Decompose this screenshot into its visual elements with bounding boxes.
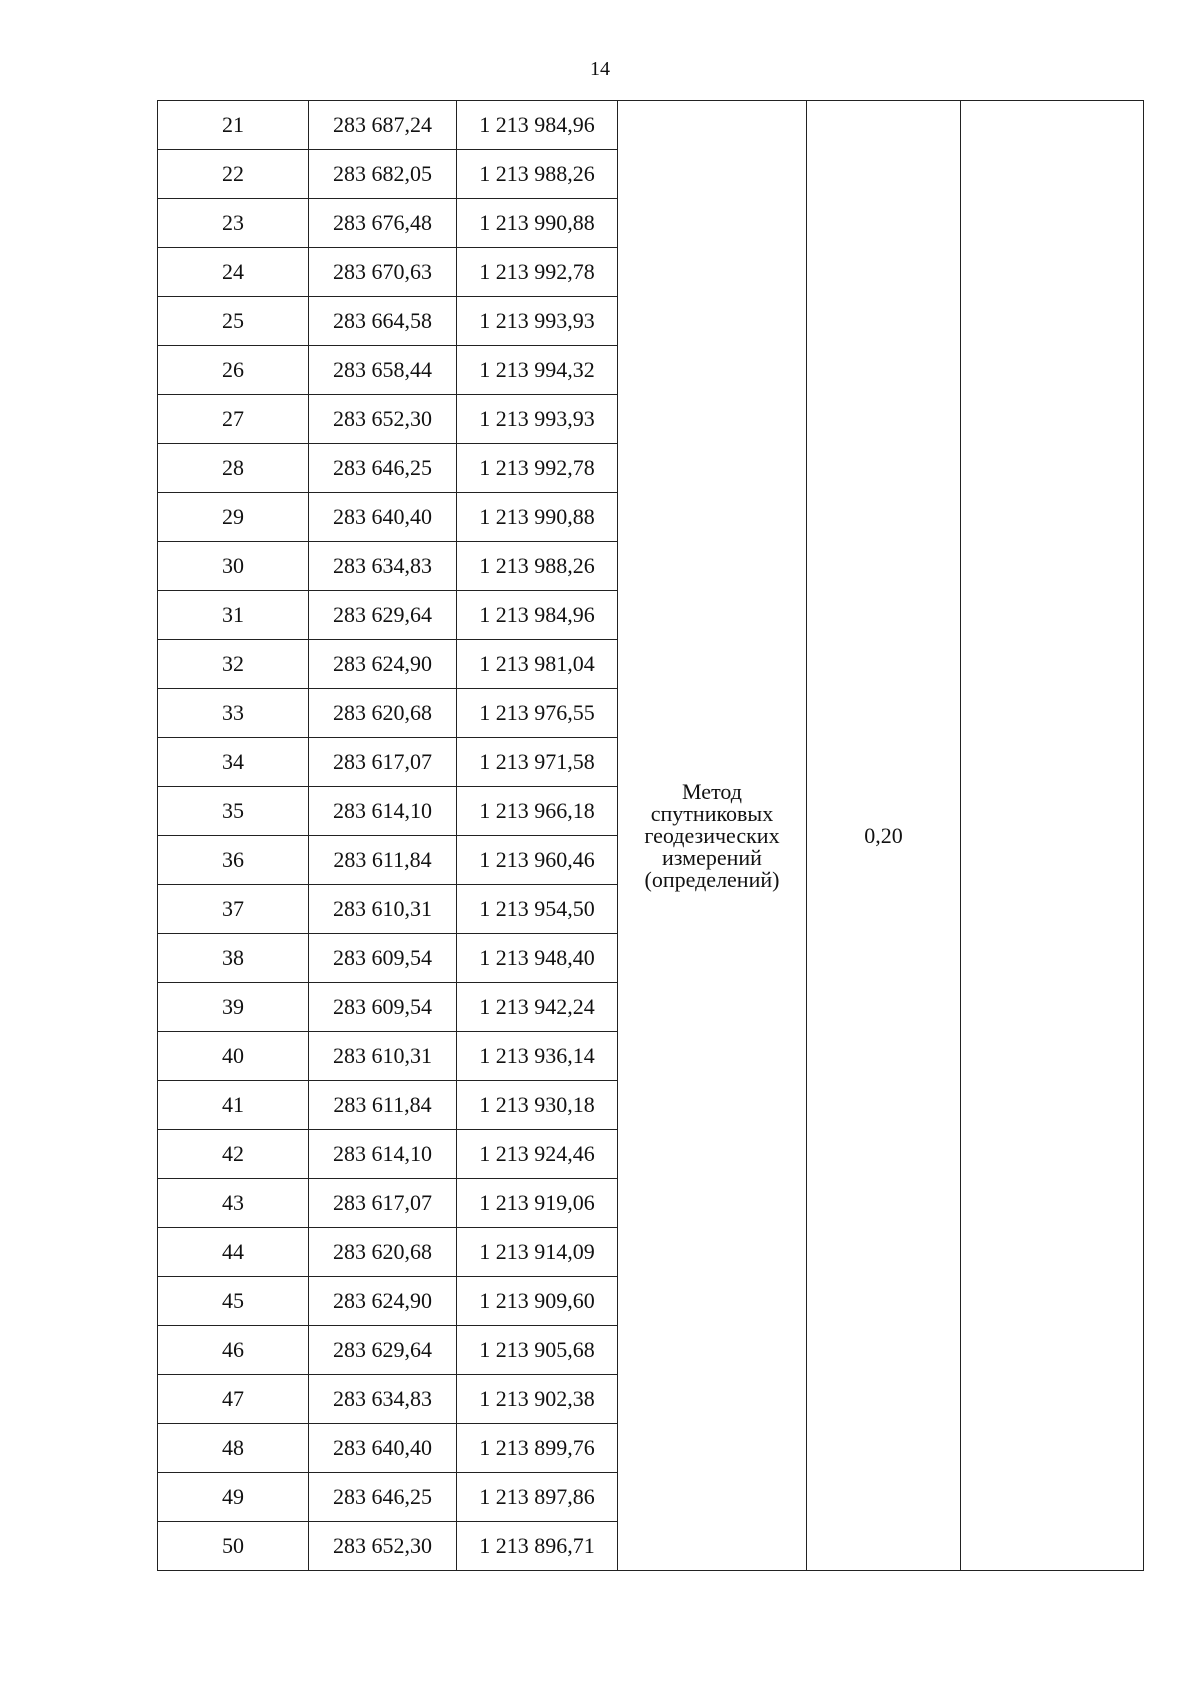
x-coordinate-cell: 283 611,84	[309, 836, 457, 885]
point-number-cell: 40	[158, 1032, 309, 1081]
point-number-cell: 35	[158, 787, 309, 836]
x-coordinate-cell: 283 634,83	[309, 1375, 457, 1424]
point-number-cell: 41	[158, 1081, 309, 1130]
point-number-cell: 25	[158, 297, 309, 346]
y-coordinate-cell: 1 213 897,86	[457, 1473, 618, 1522]
x-coordinate-cell: 283 634,83	[309, 542, 457, 591]
x-coordinate-cell: 283 617,07	[309, 738, 457, 787]
y-coordinate-cell: 1 213 966,18	[457, 787, 618, 836]
y-coordinate-cell: 1 213 990,88	[457, 493, 618, 542]
point-number-cell: 49	[158, 1473, 309, 1522]
x-coordinate-cell: 283 652,30	[309, 1522, 457, 1571]
point-number-cell: 44	[158, 1228, 309, 1277]
y-coordinate-cell: 1 213 981,04	[457, 640, 618, 689]
point-number-cell: 29	[158, 493, 309, 542]
notes-cell	[961, 101, 1144, 1571]
point-number-cell: 43	[158, 1179, 309, 1228]
accuracy-cell: 0,20	[807, 101, 961, 1571]
point-number-cell: 39	[158, 983, 309, 1032]
x-coordinate-cell: 283 652,30	[309, 395, 457, 444]
x-coordinate-cell: 283 646,25	[309, 444, 457, 493]
point-number-cell: 46	[158, 1326, 309, 1375]
x-coordinate-cell: 283 640,40	[309, 493, 457, 542]
x-coordinate-cell: 283 614,10	[309, 787, 457, 836]
x-coordinate-cell: 283 687,24	[309, 101, 457, 150]
y-coordinate-cell: 1 213 971,58	[457, 738, 618, 787]
coordinates-table	[157, 100, 1144, 1571]
point-number-cell: 38	[158, 934, 309, 983]
y-coordinate-cell: 1 213 988,26	[457, 150, 618, 199]
y-coordinate-cell: 1 213 919,06	[457, 1179, 618, 1228]
x-coordinate-cell: 283 629,64	[309, 591, 457, 640]
y-coordinate-cell: 1 213 902,38	[457, 1375, 618, 1424]
point-number-cell: 47	[158, 1375, 309, 1424]
page-number: 14	[590, 58, 610, 80]
measurement-method-line: измерений	[662, 844, 762, 870]
y-coordinate-cell: 1 213 990,88	[457, 199, 618, 248]
point-number-cell: 48	[158, 1424, 309, 1473]
point-number-cell: 30	[158, 542, 309, 591]
y-coordinate-cell: 1 213 993,93	[457, 395, 618, 444]
point-number-cell: 23	[158, 199, 309, 248]
point-number-cell: 37	[158, 885, 309, 934]
x-coordinate-cell: 283 609,54	[309, 983, 457, 1032]
y-coordinate-cell: 1 213 909,60	[457, 1277, 618, 1326]
point-number-cell: 31	[158, 591, 309, 640]
y-coordinate-cell: 1 213 976,55	[457, 689, 618, 738]
point-number-cell: 28	[158, 444, 309, 493]
y-coordinate-cell: 1 213 936,14	[457, 1032, 618, 1081]
point-number-cell: 21	[158, 101, 309, 150]
coordinates-table-body	[158, 101, 1144, 1571]
y-coordinate-cell: 1 213 896,71	[457, 1522, 618, 1571]
y-coordinate-cell: 1 213 994,32	[457, 346, 618, 395]
y-coordinate-cell: 1 213 899,76	[457, 1424, 618, 1473]
point-number-cell: 34	[158, 738, 309, 787]
x-coordinate-cell: 283 629,64	[309, 1326, 457, 1375]
x-coordinate-cell: 283 664,58	[309, 297, 457, 346]
x-coordinate-cell: 283 676,48	[309, 199, 457, 248]
x-coordinate-cell: 283 646,25	[309, 1473, 457, 1522]
point-number-cell: 32	[158, 640, 309, 689]
y-coordinate-cell: 1 213 992,78	[457, 248, 618, 297]
x-coordinate-cell: 283 624,90	[309, 640, 457, 689]
measurement-method-line: спутниковых	[650, 800, 774, 826]
y-coordinate-cell: 1 213 984,96	[457, 101, 618, 150]
y-coordinate-cell: 1 213 988,26	[457, 542, 618, 591]
y-coordinate-cell: 1 213 992,78	[457, 444, 618, 493]
y-coordinate-cell: 1 213 993,93	[457, 297, 618, 346]
y-coordinate-cell: 1 213 984,96	[457, 591, 618, 640]
point-number-cell: 24	[158, 248, 309, 297]
measurement-method-line: (определений)	[644, 866, 780, 892]
x-coordinate-cell: 283 624,90	[309, 1277, 457, 1326]
point-number-cell: 27	[158, 395, 309, 444]
x-coordinate-cell: 283 620,68	[309, 689, 457, 738]
y-coordinate-cell: 1 213 954,50	[457, 885, 618, 934]
x-coordinate-cell: 283 610,31	[309, 1032, 457, 1081]
x-coordinate-cell: 283 658,44	[309, 346, 457, 395]
x-coordinate-cell: 283 640,40	[309, 1424, 457, 1473]
y-coordinate-cell: 1 213 914,09	[457, 1228, 618, 1277]
x-coordinate-cell: 283 609,54	[309, 934, 457, 983]
x-coordinate-cell: 283 610,31	[309, 885, 457, 934]
point-number-cell: 45	[158, 1277, 309, 1326]
y-coordinate-cell: 1 213 948,40	[457, 934, 618, 983]
y-coordinate-cell: 1 213 942,24	[457, 983, 618, 1032]
y-coordinate-cell: 1 213 930,18	[457, 1081, 618, 1130]
y-coordinate-cell: 1 213 905,68	[457, 1326, 618, 1375]
point-number-cell: 22	[158, 150, 309, 199]
point-number-cell: 26	[158, 346, 309, 395]
x-coordinate-cell: 283 611,84	[309, 1081, 457, 1130]
x-coordinate-cell: 283 620,68	[309, 1228, 457, 1277]
measurement-method-line: геодезических	[644, 822, 780, 848]
point-number-cell: 36	[158, 836, 309, 885]
point-number-cell: 33	[158, 689, 309, 738]
x-coordinate-cell: 283 670,63	[309, 248, 457, 297]
measurement-method-line: Метод	[682, 778, 742, 804]
point-number-cell: 42	[158, 1130, 309, 1179]
x-coordinate-cell: 283 617,07	[309, 1179, 457, 1228]
point-number-cell: 50	[158, 1522, 309, 1571]
y-coordinate-cell: 1 213 960,46	[457, 836, 618, 885]
measurement-method-cell	[618, 101, 807, 1571]
y-coordinate-cell: 1 213 924,46	[457, 1130, 618, 1179]
x-coordinate-cell: 283 614,10	[309, 1130, 457, 1179]
table-row	[158, 101, 1144, 150]
x-coordinate-cell: 283 682,05	[309, 150, 457, 199]
